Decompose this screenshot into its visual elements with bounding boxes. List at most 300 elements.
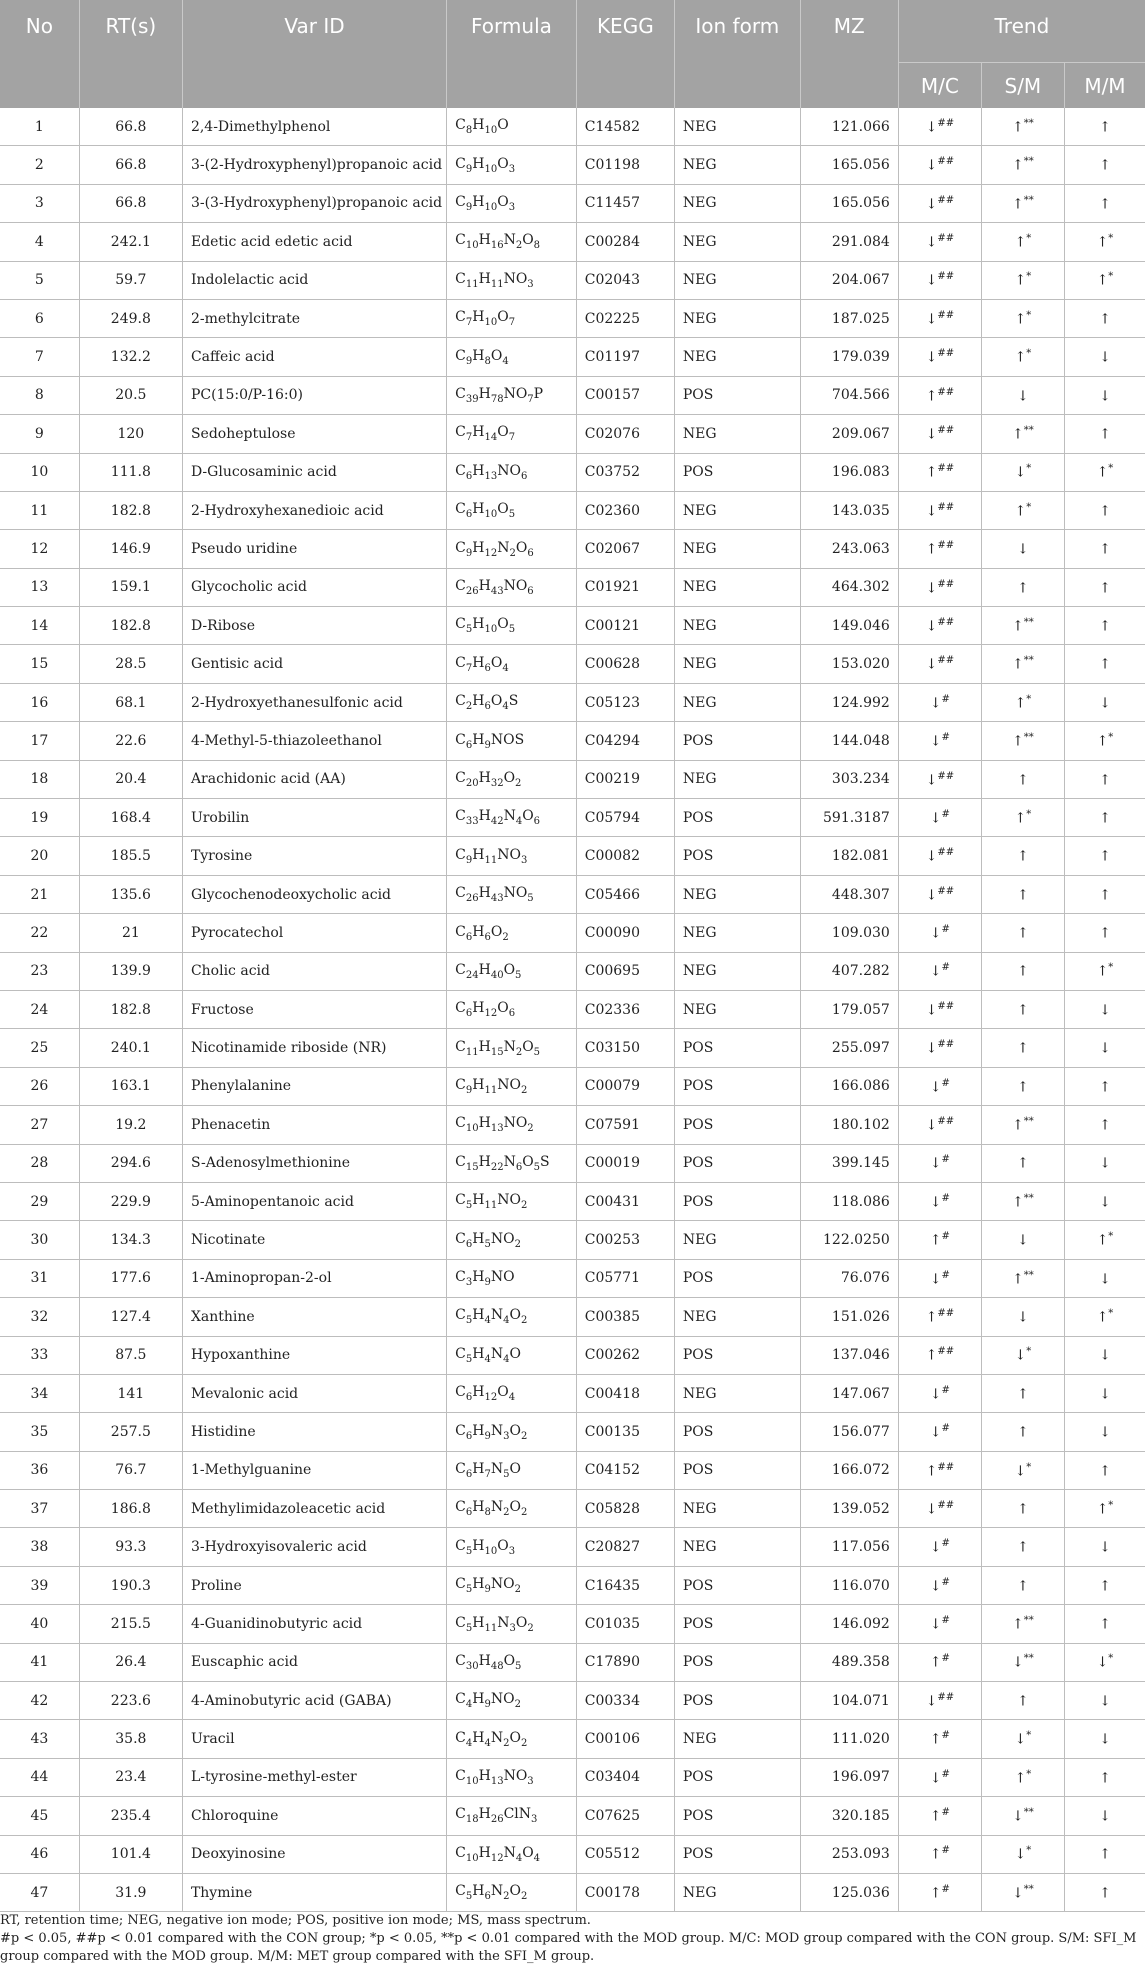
- cell-trend-sm: [981, 645, 1064, 683]
- cell-rt: 101.4: [79, 1835, 182, 1873]
- cell-ion-form: NEG: [674, 914, 800, 952]
- cell-formula: $C_6H_{10}O_5$: [447, 491, 577, 529]
- table-row: [0, 1298, 1145, 1336]
- cell-formula: $C_{10}H_{12}N_4O_4$: [447, 1835, 577, 1873]
- cell-rt: 132.2: [79, 338, 182, 376]
- cell-trend-mm: [1064, 1182, 1145, 1220]
- cell-trend-mc: [898, 1182, 981, 1220]
- cell-no: 23: [0, 952, 79, 990]
- trend-significance: #: [941, 924, 950, 936]
- cell-kegg: C00431: [576, 1182, 674, 1220]
- cell-var-id: D-Ribose: [182, 607, 446, 645]
- cell-trend-sm: [981, 1374, 1064, 1412]
- cell-no: 4: [0, 223, 79, 261]
- cell-trend-mm: [1064, 914, 1145, 952]
- cell-trend-mc: [898, 1144, 981, 1182]
- cell-rt: 229.9: [79, 1182, 182, 1220]
- trend-significance: **: [1023, 194, 1034, 206]
- cell-trend-sm: [981, 530, 1064, 568]
- cell-formula: $C_9H_{10}O_3$: [447, 146, 577, 184]
- cell-rt: 66.8: [79, 184, 182, 222]
- cell-kegg: C07625: [576, 1797, 674, 1835]
- table-row: [0, 223, 1145, 261]
- cell-var-id: 4-Guanidinobutyric acid: [182, 1605, 446, 1643]
- cell-no: 37: [0, 1490, 79, 1528]
- trend-significance: #: [941, 1269, 950, 1281]
- cell-rt: 235.4: [79, 1797, 182, 1835]
- trend-arrow: ↓: [1011, 1885, 1024, 1902]
- cell-mz: 122.0250: [800, 1221, 898, 1259]
- cell-mz: 166.086: [800, 1067, 898, 1105]
- cell-formula: $C_6H_{12}O_6$: [447, 990, 577, 1028]
- trend-arrow: ↑: [1016, 1424, 1029, 1441]
- cell-kegg: C00090: [576, 914, 674, 952]
- header-trend: Trend: [898, 0, 1145, 63]
- trend-arrow: ↑: [1096, 964, 1109, 981]
- trend-significance: ##: [937, 348, 955, 360]
- cell-mz: 109.030: [800, 914, 898, 952]
- trend-arrow: ↑: [1099, 1079, 1111, 1096]
- cell-no: 47: [0, 1873, 79, 1911]
- cell-trend-sm: [981, 491, 1064, 529]
- cell-trend-mm: [1064, 1067, 1145, 1105]
- trend-significance: *: [1026, 1768, 1032, 1780]
- cell-mz: 704.566: [800, 376, 898, 414]
- table-row: [0, 453, 1145, 491]
- cell-trend-sm: [981, 1067, 1064, 1105]
- trend-arrow: ↑: [1014, 695, 1027, 712]
- cell-ion-form: POS: [674, 1182, 800, 1220]
- cell-trend-sm: [981, 1221, 1064, 1259]
- trend-significance: *: [1026, 1346, 1032, 1358]
- trend-arrow: ↑: [1016, 1040, 1029, 1057]
- cell-trend-mc: [898, 722, 981, 760]
- cell-var-id: Mevalonic acid: [182, 1374, 446, 1412]
- cell-no: 34: [0, 1374, 79, 1412]
- trend-arrow: ↓: [925, 1002, 938, 1019]
- cell-no: 9: [0, 415, 79, 453]
- cell-mz: 149.046: [800, 607, 898, 645]
- cell-ion-form: POS: [674, 376, 800, 414]
- trend-arrow: ↑: [1099, 1117, 1111, 1134]
- cell-mz: 146.092: [800, 1605, 898, 1643]
- cell-formula: $C_{39}H_{78}NO_7P$: [447, 376, 577, 414]
- footnote-abbreviations: RT, retention time; NEG, negative ion mode; POS, positive ion mode; MS, mass spectrum.: [0, 1913, 591, 1928]
- cell-mz: 253.093: [800, 1835, 898, 1873]
- trend-arrow: ↓: [925, 157, 938, 174]
- cell-var-id: Euscaphic acid: [182, 1643, 446, 1681]
- cell-mz: 407.282: [800, 952, 898, 990]
- cell-no: 20: [0, 837, 79, 875]
- trend-arrow: ↑: [1099, 503, 1111, 520]
- cell-trend-mm: [1064, 415, 1145, 453]
- cell-kegg: C00121: [576, 607, 674, 645]
- cell-trend-sm: [981, 568, 1064, 606]
- cell-trend-mm: [1064, 952, 1145, 990]
- trend-arrow: ↓: [1014, 1847, 1027, 1864]
- cell-no: 30: [0, 1221, 79, 1259]
- footnote-significance: [0, 1930, 1145, 1966]
- trend-significance: #: [941, 1077, 950, 1089]
- cell-kegg: C05123: [576, 683, 674, 721]
- cell-kegg: C00385: [576, 1298, 674, 1336]
- cell-formula: $C_6H_9NOS$: [447, 722, 577, 760]
- cell-trend-mc: [898, 1259, 981, 1297]
- cell-ion-form: NEG: [674, 952, 800, 990]
- cell-rt: 141: [79, 1374, 182, 1412]
- table-row: [0, 108, 1145, 146]
- trend-arrow: ↓: [929, 1770, 942, 1787]
- cell-no: 2: [0, 146, 79, 184]
- trend-arrow: ↓: [925, 887, 938, 904]
- cell-trend-mm: [1064, 1490, 1145, 1528]
- cell-trend-mc: [898, 1835, 981, 1873]
- cell-trend-sm: [981, 1758, 1064, 1796]
- trend-arrow: ↓: [929, 1578, 942, 1595]
- trend-arrow: ↑: [929, 1847, 942, 1864]
- cell-mz: 196.083: [800, 453, 898, 491]
- cell-kegg: C02043: [576, 261, 674, 299]
- cell-trend-mc: [898, 683, 981, 721]
- cell-ion-form: POS: [674, 1451, 800, 1489]
- cell-trend-mc: [898, 376, 981, 414]
- trend-significance: ##: [937, 233, 955, 245]
- cell-no: 18: [0, 760, 79, 798]
- cell-no: 40: [0, 1605, 79, 1643]
- trend-arrow: ↑: [1011, 196, 1024, 213]
- cell-trend-mm: [1064, 799, 1145, 837]
- cell-rt: 120: [79, 415, 182, 453]
- cell-trend-mc: [898, 1528, 981, 1566]
- cell-no: 6: [0, 299, 79, 337]
- trend-arrow: ↓: [1014, 465, 1027, 482]
- trend-arrow: ↑: [929, 1808, 942, 1825]
- cell-rt: 163.1: [79, 1067, 182, 1105]
- cell-ion-form: NEG: [674, 568, 800, 606]
- trend-significance: #: [941, 1423, 950, 1435]
- cell-var-id: Sedoheptulose: [182, 415, 446, 453]
- trend-significance: #: [941, 1231, 950, 1243]
- cell-trend-mm: [1064, 376, 1145, 414]
- cell-rt: 249.8: [79, 299, 182, 337]
- cell-kegg: C11457: [576, 184, 674, 222]
- trend-significance: **: [1023, 1192, 1034, 1204]
- trend-arrow: ↑: [1016, 580, 1029, 597]
- trend-significance: **: [1023, 1653, 1034, 1665]
- trend-arrow: ↑: [1016, 848, 1029, 865]
- table-row: [0, 1144, 1145, 1182]
- cell-kegg: C00284: [576, 223, 674, 261]
- trend-significance: *: [1108, 1307, 1114, 1319]
- cell-no: 27: [0, 1106, 79, 1144]
- trend-significance: ##: [937, 501, 955, 513]
- cell-kegg: C02067: [576, 530, 674, 568]
- cell-ion-form: POS: [674, 1682, 800, 1720]
- cell-trend-mc: [898, 108, 981, 146]
- cell-rt: 76.7: [79, 1451, 182, 1489]
- cell-mz: 166.072: [800, 1451, 898, 1489]
- table-row: [0, 1758, 1145, 1796]
- cell-trend-sm: [981, 338, 1064, 376]
- trend-significance: ##: [937, 1307, 955, 1319]
- cell-mz: 143.035: [800, 491, 898, 529]
- cell-trend-mm: [1064, 1106, 1145, 1144]
- trend-arrow: ↓: [925, 196, 938, 213]
- cell-formula: $C_{18}H_{26}ClN_3$: [447, 1797, 577, 1835]
- table-row: [0, 568, 1145, 606]
- cell-ion-form: POS: [674, 1336, 800, 1374]
- trend-significance: **: [1023, 1269, 1034, 1281]
- cell-mz: 156.077: [800, 1413, 898, 1451]
- cell-mz: 165.056: [800, 146, 898, 184]
- trend-arrow: ↓: [925, 119, 938, 136]
- trend-arrow: ↑: [1099, 426, 1111, 443]
- cell-mz: 196.097: [800, 1758, 898, 1796]
- table-row: [0, 491, 1145, 529]
- cell-formula: $C_6H_7N_5O$: [447, 1451, 577, 1489]
- cell-trend-sm: [981, 1682, 1064, 1720]
- cell-var-id: Tyrosine: [182, 837, 446, 875]
- trend-significance: #: [941, 693, 950, 705]
- cell-var-id: Nicotinamide riboside (NR): [182, 1029, 446, 1067]
- trend-significance: *: [1108, 1653, 1114, 1665]
- table-row: [0, 1259, 1145, 1297]
- cell-formula: $C_{30}H_{48}O_5$: [447, 1643, 577, 1681]
- trend-significance: *: [1108, 962, 1114, 974]
- cell-ion-form: POS: [674, 1067, 800, 1105]
- cell-var-id: D-Glucosaminic acid: [182, 453, 446, 491]
- trend-arrow: ↑: [1016, 1693, 1029, 1710]
- cell-var-id: Glycocholic acid: [182, 568, 446, 606]
- trend-significance: ##: [937, 578, 955, 590]
- trend-significance: *: [1026, 233, 1032, 245]
- cell-trend-sm: [981, 799, 1064, 837]
- cell-trend-mm: [1064, 1835, 1145, 1873]
- table-row: [0, 1490, 1145, 1528]
- trend-significance: *: [1026, 808, 1032, 820]
- trend-significance: **: [1023, 616, 1034, 628]
- cell-ion-form: NEG: [674, 875, 800, 913]
- trend-significance: *: [1026, 271, 1032, 283]
- trend-arrow: ↓: [929, 1271, 942, 1288]
- trend-arrow: ↓: [1011, 1655, 1024, 1672]
- cell-trend-mc: [898, 1797, 981, 1835]
- trend-significance: **: [1023, 156, 1034, 168]
- cell-mz: 139.052: [800, 1490, 898, 1528]
- cell-mz: 151.026: [800, 1298, 898, 1336]
- table-row: [0, 990, 1145, 1028]
- table-row: [0, 1221, 1145, 1259]
- cell-var-id: Nicotinate: [182, 1221, 446, 1259]
- trend-arrow: ↓: [1016, 388, 1029, 405]
- cell-no: 28: [0, 1144, 79, 1182]
- trend-arrow: ↓: [1099, 1386, 1111, 1403]
- trend-significance: #: [941, 1730, 950, 1742]
- trend-arrow: ↓: [925, 234, 938, 251]
- trend-arrow: ↓: [1011, 1808, 1024, 1825]
- cell-mz: 125.036: [800, 1873, 898, 1911]
- table-row: [0, 146, 1145, 184]
- trend-significance: *: [1026, 1461, 1032, 1473]
- cell-trend-sm: [981, 1835, 1064, 1873]
- table-row: [0, 1106, 1145, 1144]
- cell-trend-mc: [898, 1643, 981, 1681]
- cell-no: 32: [0, 1298, 79, 1336]
- cell-formula: $C_{26}H_{43}NO_6$: [447, 568, 577, 606]
- trend-significance: **: [1023, 1615, 1034, 1627]
- trend-significance: #: [941, 1384, 950, 1396]
- cell-kegg: C05828: [576, 1490, 674, 1528]
- cell-trend-sm: [981, 1144, 1064, 1182]
- cell-var-id: Arachidonic acid (AA): [182, 760, 446, 798]
- cell-formula: $C_{26}H_{43}NO_5$: [447, 875, 577, 913]
- cell-trend-mm: [1064, 607, 1145, 645]
- cell-ion-form: POS: [674, 1144, 800, 1182]
- cell-formula: $C_5H_4N_4O_2$: [447, 1298, 577, 1336]
- cell-trend-mc: [898, 1336, 981, 1374]
- cell-trend-mc: [898, 568, 981, 606]
- cell-no: 11: [0, 491, 79, 529]
- cell-formula: $C_{24}H_{40}O_5$: [447, 952, 577, 990]
- cell-formula: $C_7H_{10}O_7$: [447, 299, 577, 337]
- cell-ion-form: POS: [674, 1259, 800, 1297]
- cell-ion-form: NEG: [674, 645, 800, 683]
- cell-var-id: 3-(2-Hydroxyphenyl)propanoic acid: [182, 146, 446, 184]
- cell-trend-sm: [981, 760, 1064, 798]
- trend-arrow: ↑: [1099, 1770, 1111, 1787]
- cell-no: 38: [0, 1528, 79, 1566]
- trend-arrow: ↓: [1099, 1539, 1111, 1556]
- cell-trend-mc: [898, 1873, 981, 1911]
- trend-significance: #: [941, 1615, 950, 1627]
- cell-trend-mc: [898, 491, 981, 529]
- cell-mz: 118.086: [800, 1182, 898, 1220]
- cell-trend-mc: [898, 1490, 981, 1528]
- trend-arrow: ↓: [929, 1386, 942, 1403]
- cell-kegg: C00157: [576, 376, 674, 414]
- cell-trend-sm: [981, 453, 1064, 491]
- cell-trend-mm: [1064, 1336, 1145, 1374]
- cell-ion-form: NEG: [674, 1873, 800, 1911]
- trend-significance: ##: [937, 309, 955, 321]
- trend-arrow: ↑: [1099, 772, 1111, 789]
- cell-trend-mm: [1064, 453, 1145, 491]
- cell-trend-mm: [1064, 1451, 1145, 1489]
- cell-no: 33: [0, 1336, 79, 1374]
- trend-significance: ##: [937, 847, 955, 859]
- cell-ion-form: POS: [674, 1758, 800, 1796]
- cell-ion-form: NEG: [674, 108, 800, 146]
- trend-arrow: ↓: [925, 772, 938, 789]
- trend-significance: #: [941, 1576, 950, 1588]
- cell-var-id: 3-(3-Hydroxyphenyl)propanoic acid: [182, 184, 446, 222]
- cell-trend-mm: [1064, 299, 1145, 337]
- cell-trend-mm: [1064, 1221, 1145, 1259]
- cell-trend-mc: [898, 1451, 981, 1489]
- cell-var-id: Fructose: [182, 990, 446, 1028]
- cell-rt: 23.4: [79, 1758, 182, 1796]
- cell-var-id: Chloroquine: [182, 1797, 446, 1835]
- trend-significance: ##: [937, 463, 955, 475]
- cell-ion-form: NEG: [674, 184, 800, 222]
- cell-formula: $C_9H_{12}N_2O_6$: [447, 530, 577, 568]
- cell-var-id: Deoxyinosine: [182, 1835, 446, 1873]
- table-row: [0, 1182, 1145, 1220]
- cell-mz: 165.056: [800, 184, 898, 222]
- cell-var-id: 4-Methyl-5-thiazoleethanol: [182, 722, 446, 760]
- cell-kegg: C05771: [576, 1259, 674, 1297]
- trend-significance: #: [941, 1807, 950, 1819]
- cell-kegg: C00253: [576, 1221, 674, 1259]
- cell-formula: $C_{15}H_{22}N_6O_5S$: [447, 1144, 577, 1182]
- trend-arrow: ↓: [1099, 695, 1111, 712]
- table-row: [0, 338, 1145, 376]
- trend-significance: #: [941, 808, 950, 820]
- cell-ion-form: NEG: [674, 299, 800, 337]
- table-row: [0, 1720, 1145, 1758]
- trend-arrow: ↓: [929, 1156, 942, 1173]
- trend-arrow: ↑: [1016, 772, 1029, 789]
- cell-rt: 146.9: [79, 530, 182, 568]
- cell-kegg: C03150: [576, 1029, 674, 1067]
- cell-mz: 243.063: [800, 530, 898, 568]
- trend-arrow: ↓: [925, 349, 938, 366]
- table-body: [0, 108, 1145, 1912]
- cell-mz: 111.020: [800, 1720, 898, 1758]
- cell-formula: $C_{10}H_{13}NO_2$: [447, 1106, 577, 1144]
- cell-var-id: Histidine: [182, 1413, 446, 1451]
- trend-significance: *: [1108, 271, 1114, 283]
- table-row: [0, 376, 1145, 414]
- cell-rt: 257.5: [79, 1413, 182, 1451]
- cell-trend-mc: [898, 1605, 981, 1643]
- trend-arrow: ↑: [1099, 157, 1111, 174]
- cell-trend-mc: [898, 1221, 981, 1259]
- cell-ion-form: NEG: [674, 1298, 800, 1336]
- trend-arrow: ↓: [925, 656, 938, 673]
- cell-no: 1: [0, 108, 79, 146]
- trend-arrow: ↓: [1099, 1002, 1111, 1019]
- cell-rt: 223.6: [79, 1682, 182, 1720]
- header-mz: MZ: [800, 0, 898, 108]
- cell-trend-mm: [1064, 1413, 1145, 1451]
- cell-trend-sm: [981, 376, 1064, 414]
- cell-no: 44: [0, 1758, 79, 1796]
- cell-rt: 31.9: [79, 1873, 182, 1911]
- trend-significance: #: [941, 1653, 950, 1665]
- cell-trend-mm: [1064, 1374, 1145, 1412]
- cell-trend-mm: [1064, 760, 1145, 798]
- table-row: [0, 683, 1145, 721]
- trend-arrow: ↑: [929, 1655, 942, 1672]
- cell-kegg: C00082: [576, 837, 674, 875]
- cell-trend-mm: [1064, 1720, 1145, 1758]
- cell-trend-mc: [898, 1413, 981, 1451]
- cell-trend-mm: [1064, 990, 1145, 1028]
- cell-formula: $C_{10}H_{16}N_2O_8$: [447, 223, 577, 261]
- table-row: [0, 837, 1145, 875]
- trend-arrow: ↑: [1016, 925, 1029, 942]
- trend-significance: ##: [937, 885, 955, 897]
- table-row: [0, 1797, 1145, 1835]
- trend-arrow: ↓: [925, 1040, 938, 1057]
- table-row: [0, 1528, 1145, 1566]
- cell-ion-form: POS: [674, 1029, 800, 1067]
- cell-trend-mm: [1064, 1528, 1145, 1566]
- cell-trend-mm: [1064, 491, 1145, 529]
- trend-significance: ##: [937, 1000, 955, 1012]
- cell-trend-sm: [981, 1566, 1064, 1604]
